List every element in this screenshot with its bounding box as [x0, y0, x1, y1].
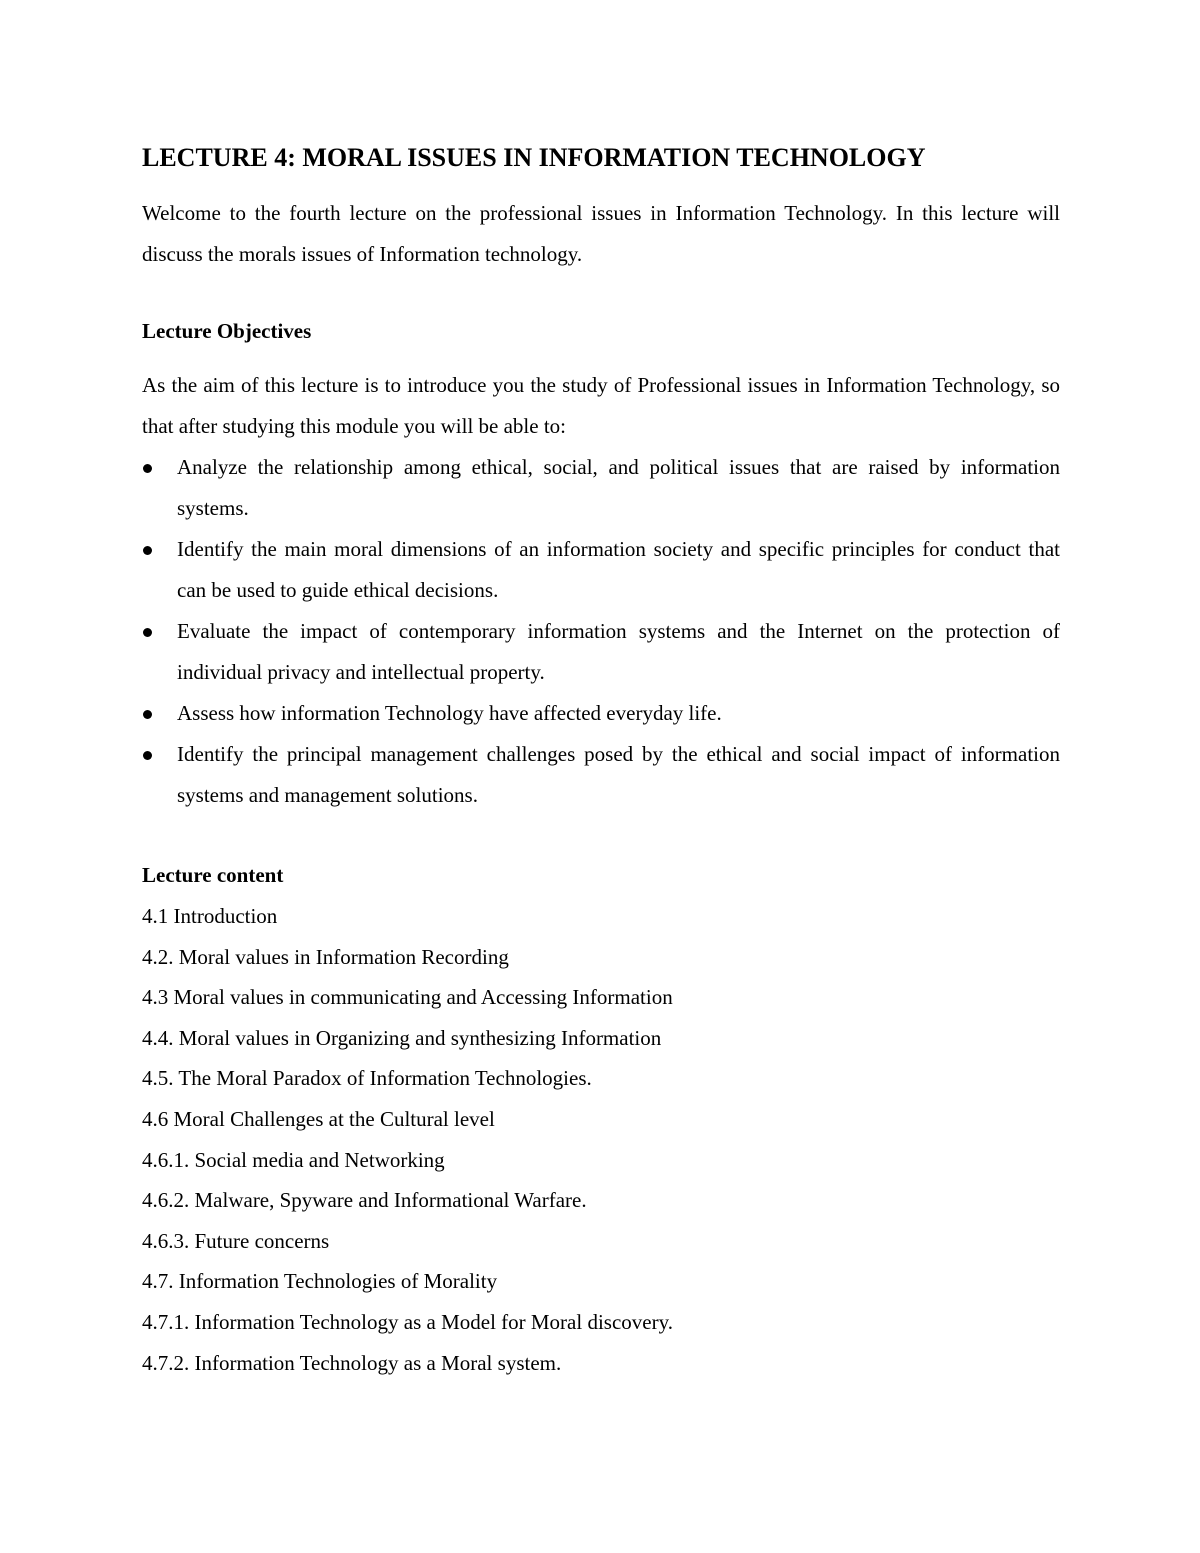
- list-item: 4.6.2. Malware, Spyware and Informational Warfare.: [142, 1188, 587, 1213]
- contents-list: [142, 896, 1060, 1383]
- list-item: [142, 611, 1060, 693]
- list-item: [142, 693, 1060, 734]
- objective-text: Analyze the relationship among ethical, social, and political issues that are raised by information systems.: [177, 455, 1060, 520]
- document-page: [142, 138, 1060, 1383]
- list-item: 4.6 Moral Challenges at the Cultural level: [142, 1106, 495, 1131]
- lecture-title: LECTURE 4: MORAL ISSUES IN INFORMATION TECHNOLOGY: [142, 143, 926, 172]
- list-item: 4.2. Moral values in Information Recording: [142, 944, 509, 969]
- content-heading: Lecture content: [142, 863, 284, 887]
- objectives-heading: Lecture Objectives: [142, 319, 312, 343]
- list-item: 4.6.3. Future concerns: [142, 1228, 330, 1253]
- bullet-icon: [143, 751, 152, 760]
- list-item: 4.4. Moral values in Organizing and synthesizing Information: [142, 1025, 662, 1050]
- objective-text: Identify the principal management challenges posed by the ethical and social impact of information systems and management solutions.: [177, 742, 1060, 807]
- list-item: 4.6.1. Social media and Networking: [142, 1147, 445, 1172]
- objectives-intro-paragraph: As the aim of this lecture is to introduce you the study of Professional issues in Information Technology, so that after studying this module you will be able to:: [142, 373, 1060, 438]
- list-item: 4.7.1. Information Technology as a Model for Moral discovery.: [142, 1309, 673, 1334]
- intro-paragraph: Welcome to the fourth lecture on the professional issues in Information Technology. In this lecture will discuss the morals issues of Information technology.: [142, 201, 1060, 266]
- bullet-icon: [143, 710, 152, 719]
- list-item: 4.3 Moral values in communicating and Accessing Information: [142, 985, 673, 1010]
- list-item: 4.7. Information Technologies of Morality: [142, 1269, 498, 1294]
- list-item: [142, 529, 1060, 611]
- objective-text: Evaluate the impact of contemporary information systems and the Internet on the protection of individual privacy and intellectual property.: [177, 619, 1060, 684]
- bullet-icon: [143, 628, 152, 637]
- objective-text: Identify the main moral dimensions of an information society and specific principles for conduct that can be used to guide ethical decisions.: [177, 537, 1060, 602]
- list-item: [142, 734, 1060, 816]
- bullet-icon: [143, 464, 152, 473]
- objective-text: Assess how information Technology have affected everyday life.: [177, 701, 722, 725]
- list-item: 4.7.2. Information Technology as a Moral system.: [142, 1350, 562, 1375]
- objectives-list: [142, 447, 1060, 816]
- list-item: 4.1 Introduction: [142, 904, 278, 928]
- list-item: [142, 447, 1060, 529]
- list-item: 4.5. The Moral Paradox of Information Technologies.: [142, 1066, 592, 1091]
- bullet-icon: [143, 546, 152, 555]
